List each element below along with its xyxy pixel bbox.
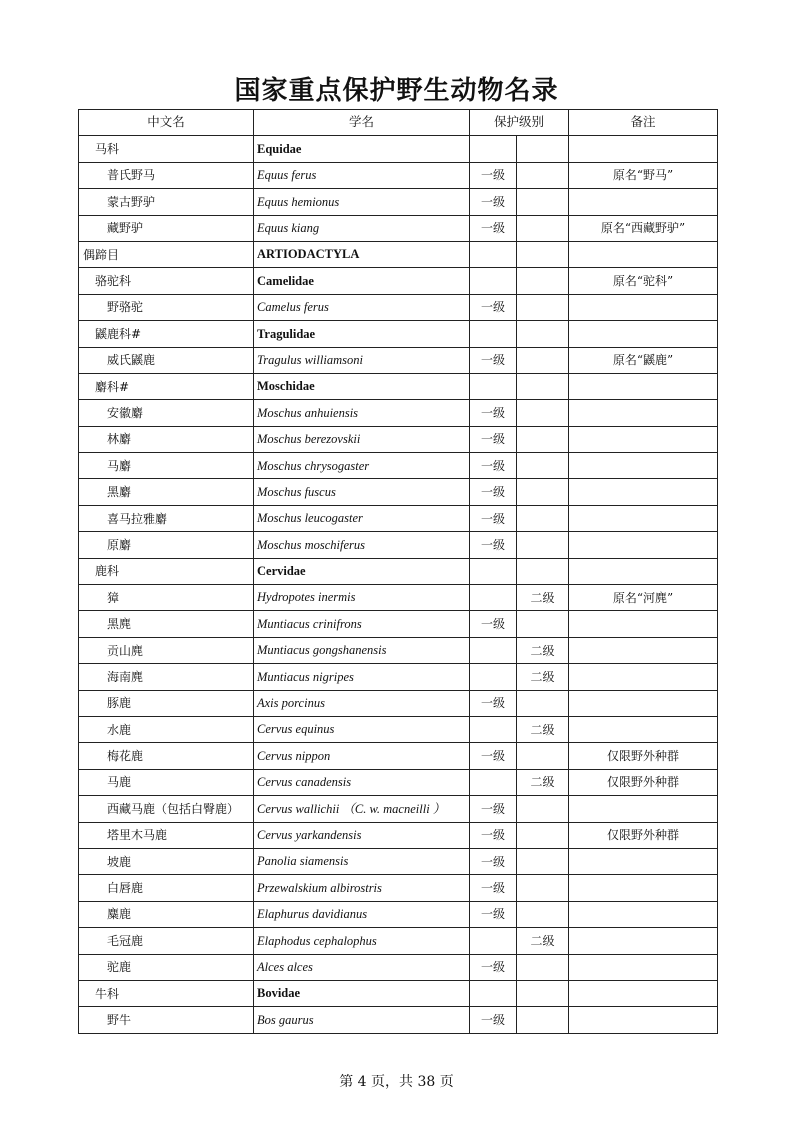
level-two-cell xyxy=(517,796,569,822)
level-two-cell xyxy=(517,321,569,347)
table-row xyxy=(79,690,718,716)
remark-cell xyxy=(569,241,718,267)
level-two-cell xyxy=(517,215,569,241)
remark-cell: 原名“西藏野驴” xyxy=(569,215,718,241)
level-two-cell xyxy=(517,241,569,267)
table-row xyxy=(79,875,718,901)
table-row xyxy=(79,928,718,954)
level-one-cell: 一级 xyxy=(470,532,517,558)
remark-cell xyxy=(569,848,718,874)
table-header-row xyxy=(79,110,718,136)
chinese-name-cell: 偶蹄目 xyxy=(79,241,254,267)
level-two-cell xyxy=(517,162,569,188)
scientific-name-cell: Muntiacus gongshanensis xyxy=(254,637,470,663)
level-two-cell xyxy=(517,189,569,215)
scientific-name-cell: Hydropotes inermis xyxy=(254,585,470,611)
chinese-name-cell: 塔里木马鹿 xyxy=(79,822,254,848)
remark-cell xyxy=(569,400,718,426)
table-row xyxy=(79,558,718,584)
table-row xyxy=(79,532,718,558)
level-one-cell: 一级 xyxy=(470,347,517,373)
table-row xyxy=(79,716,718,742)
chinese-name-cell: 梅花鹿 xyxy=(79,743,254,769)
remark-cell xyxy=(569,373,718,399)
scientific-name-cell: Equidae xyxy=(254,136,470,162)
level-two-cell xyxy=(517,848,569,874)
scientific-name-cell: Cervus yarkandensis xyxy=(254,822,470,848)
level-two-cell xyxy=(517,901,569,927)
chinese-name-cell: 蒙古野驴 xyxy=(79,189,254,215)
level-two-cell xyxy=(517,426,569,452)
table-row xyxy=(79,980,718,1006)
level-one-cell: 一级 xyxy=(470,294,517,320)
chinese-name-cell: 牛科 xyxy=(79,980,254,1006)
chinese-name-cell: 马麝 xyxy=(79,453,254,479)
scientific-name-cell: Moschus moschiferus xyxy=(254,532,470,558)
table-row xyxy=(79,769,718,795)
chinese-name-cell: 鼷鹿科# xyxy=(79,321,254,347)
scientific-name-cell: Equus kiang xyxy=(254,215,470,241)
remark-cell: 仅限野外种群 xyxy=(569,743,718,769)
level-two-cell xyxy=(517,400,569,426)
table-row xyxy=(79,822,718,848)
scientific-name-cell: Tragulus williamsoni xyxy=(254,347,470,373)
chinese-name-cell: 威氏鼷鹿 xyxy=(79,347,254,373)
chinese-name-cell: 白唇鹿 xyxy=(79,875,254,901)
level-two-cell xyxy=(517,268,569,294)
table-row xyxy=(79,664,718,690)
remark-cell xyxy=(569,928,718,954)
chinese-name-cell: 藏野驴 xyxy=(79,215,254,241)
table-row xyxy=(79,637,718,663)
header-remarks: 备注 xyxy=(569,110,718,136)
scientific-name-cell: Tragulidae xyxy=(254,321,470,347)
level-two-cell: 二级 xyxy=(517,928,569,954)
chinese-name-cell: 麋鹿 xyxy=(79,901,254,927)
remark-cell xyxy=(569,189,718,215)
table-row xyxy=(79,400,718,426)
scientific-name-cell: Bos gaurus xyxy=(254,1007,470,1033)
chinese-name-cell: 獐 xyxy=(79,585,254,611)
chinese-name-cell: 豚鹿 xyxy=(79,690,254,716)
level-one-cell: 一级 xyxy=(470,848,517,874)
level-one-cell: 一级 xyxy=(470,215,517,241)
level-two-cell xyxy=(517,558,569,584)
remark-cell xyxy=(569,453,718,479)
level-one-cell: 一级 xyxy=(470,426,517,452)
level-one-cell xyxy=(470,980,517,1006)
scientific-name-cell: Equus hemionus xyxy=(254,189,470,215)
table-row xyxy=(79,901,718,927)
table-row xyxy=(79,189,718,215)
level-two-cell xyxy=(517,875,569,901)
level-two-cell: 二级 xyxy=(517,664,569,690)
scientific-name-cell: Muntiacus nigripes xyxy=(254,664,470,690)
remark-cell xyxy=(569,426,718,452)
level-one-cell xyxy=(470,241,517,267)
remark-cell xyxy=(569,875,718,901)
level-two-cell xyxy=(517,690,569,716)
table-body xyxy=(79,136,718,1033)
chinese-name-cell: 黑麝 xyxy=(79,479,254,505)
remark-cell xyxy=(569,294,718,320)
scientific-name-cell: Equus ferus xyxy=(254,162,470,188)
level-one-cell: 一级 xyxy=(470,505,517,531)
scientific-name-cell: Elaphodus cephalophus xyxy=(254,928,470,954)
chinese-name-cell: 海南麂 xyxy=(79,664,254,690)
level-one-cell xyxy=(470,136,517,162)
level-one-cell: 一级 xyxy=(470,743,517,769)
remark-cell xyxy=(569,558,718,584)
remark-cell xyxy=(569,980,718,1006)
remark-cell xyxy=(569,954,718,980)
level-two-cell xyxy=(517,743,569,769)
level-one-cell xyxy=(470,373,517,399)
remark-cell xyxy=(569,321,718,347)
level-one-cell: 一级 xyxy=(470,611,517,637)
scientific-name-cell: Muntiacus crinifrons xyxy=(254,611,470,637)
level-one-cell: 一级 xyxy=(470,796,517,822)
remark-cell xyxy=(569,505,718,531)
scientific-name-cell: Moschus anhuiensis xyxy=(254,400,470,426)
level-one-cell: 一级 xyxy=(470,822,517,848)
level-two-cell xyxy=(517,980,569,1006)
scientific-name-cell: Elaphurus davidianus xyxy=(254,901,470,927)
level-one-cell: 一级 xyxy=(470,1007,517,1033)
chinese-name-cell: 普氏野马 xyxy=(79,162,254,188)
remark-cell: 原名“河麂” xyxy=(569,585,718,611)
table-row xyxy=(79,479,718,505)
level-one-cell xyxy=(470,321,517,347)
level-two-cell xyxy=(517,136,569,162)
page-title: 国家重点保护野生动物名录 xyxy=(234,76,559,106)
level-one-cell: 一级 xyxy=(470,453,517,479)
level-two-cell xyxy=(517,954,569,980)
remark-cell xyxy=(569,637,718,663)
scientific-name-cell: Moschidae xyxy=(254,373,470,399)
chinese-name-cell: 毛冠鹿 xyxy=(79,928,254,954)
scientific-name-cell: Cervus canadensis xyxy=(254,769,470,795)
remark-cell xyxy=(569,611,718,637)
scientific-name-cell: Bovidae xyxy=(254,980,470,1006)
level-one-cell: 一级 xyxy=(470,690,517,716)
table-row xyxy=(79,294,718,320)
level-one-cell xyxy=(470,585,517,611)
scientific-name-cell: ARTIODACTYLA xyxy=(254,241,470,267)
level-two-cell xyxy=(517,505,569,531)
chinese-name-cell: 林麝 xyxy=(79,426,254,452)
level-two-cell: 二级 xyxy=(517,585,569,611)
scientific-name-cell: Camelidae xyxy=(254,268,470,294)
level-one-cell: 一级 xyxy=(470,954,517,980)
table-row xyxy=(79,373,718,399)
level-two-cell xyxy=(517,611,569,637)
level-one-cell: 一级 xyxy=(470,189,517,215)
chinese-name-cell: 坡鹿 xyxy=(79,848,254,874)
level-two-cell xyxy=(517,532,569,558)
scientific-name-cell: Cervidae xyxy=(254,558,470,584)
chinese-name-cell: 喜马拉雅麝 xyxy=(79,505,254,531)
table-row xyxy=(79,162,718,188)
chinese-name-cell: 水鹿 xyxy=(79,716,254,742)
table-row xyxy=(79,585,718,611)
chinese-name-cell: 黑麂 xyxy=(79,611,254,637)
table-row xyxy=(79,241,718,267)
level-one-cell xyxy=(470,928,517,954)
level-one-cell xyxy=(470,664,517,690)
remark-cell: 原名“野马” xyxy=(569,162,718,188)
scientific-name-cell: Axis porcinus xyxy=(254,690,470,716)
remark-cell: 原名“鼷鹿” xyxy=(569,347,718,373)
species-table xyxy=(78,109,718,1034)
chinese-name-cell: 安徽麝 xyxy=(79,400,254,426)
remark-cell: 原名“驼科” xyxy=(569,268,718,294)
chinese-name-cell: 贡山麂 xyxy=(79,637,254,663)
scientific-name-cell: Przewalskium albirostris xyxy=(254,875,470,901)
table-row xyxy=(79,611,718,637)
remark-cell xyxy=(569,1007,718,1033)
remark-cell xyxy=(569,136,718,162)
scientific-name-cell: Camelus ferus xyxy=(254,294,470,320)
table-row xyxy=(79,954,718,980)
level-two-cell xyxy=(517,347,569,373)
table-row xyxy=(79,136,718,162)
remark-cell xyxy=(569,716,718,742)
scientific-name-cell: Moschus chrysogaster xyxy=(254,453,470,479)
level-one-cell: 一级 xyxy=(470,400,517,426)
table-row xyxy=(79,743,718,769)
chinese-name-cell: 西藏马鹿（包括白臀鹿） xyxy=(79,796,254,822)
level-one-cell: 一级 xyxy=(470,901,517,927)
level-two-cell xyxy=(517,822,569,848)
remark-cell xyxy=(569,532,718,558)
remark-cell: 仅限野外种群 xyxy=(569,769,718,795)
chinese-name-cell: 野骆驼 xyxy=(79,294,254,320)
chinese-name-cell: 马科 xyxy=(79,136,254,162)
level-one-cell: 一级 xyxy=(470,875,517,901)
remark-cell xyxy=(569,901,718,927)
level-one-cell: 一级 xyxy=(470,162,517,188)
level-one-cell xyxy=(470,268,517,294)
chinese-name-cell: 马鹿 xyxy=(79,769,254,795)
chinese-name-cell: 麝科# xyxy=(79,373,254,399)
table-row xyxy=(79,215,718,241)
remark-cell xyxy=(569,690,718,716)
level-two-cell xyxy=(517,1007,569,1033)
level-two-cell xyxy=(517,373,569,399)
header-chinese-name: 中文名 xyxy=(79,110,254,136)
table-row xyxy=(79,848,718,874)
remark-cell xyxy=(569,664,718,690)
level-two-cell xyxy=(517,294,569,320)
page-footer: 第 4 页，共 38 页 xyxy=(339,1074,454,1090)
scientific-name-cell: Cervus equinus xyxy=(254,716,470,742)
remark-cell xyxy=(569,796,718,822)
level-two-cell xyxy=(517,479,569,505)
scientific-name-cell: Moschus leucogaster xyxy=(254,505,470,531)
chinese-name-cell: 骆驼科 xyxy=(79,268,254,294)
chinese-name-cell: 原麝 xyxy=(79,532,254,558)
table-row xyxy=(79,347,718,373)
scientific-name-cell: Moschus fuscus xyxy=(254,479,470,505)
table-row xyxy=(79,453,718,479)
table-row xyxy=(79,426,718,452)
table-row xyxy=(79,505,718,531)
level-one-cell xyxy=(470,716,517,742)
level-one-cell xyxy=(470,637,517,663)
level-two-cell xyxy=(517,453,569,479)
table-row xyxy=(79,1007,718,1033)
header-scientific-name: 学名 xyxy=(254,110,470,136)
chinese-name-cell: 驼鹿 xyxy=(79,954,254,980)
remark-cell xyxy=(569,479,718,505)
scientific-name-cell: Cervus wallichii （C. w. macneilli ） xyxy=(254,796,470,822)
scientific-name-cell: Moschus berezovskii xyxy=(254,426,470,452)
chinese-name-cell: 鹿科 xyxy=(79,558,254,584)
scientific-name-cell: Cervus nippon xyxy=(254,743,470,769)
chinese-name-cell: 野牛 xyxy=(79,1007,254,1033)
remark-cell: 仅限野外种群 xyxy=(569,822,718,848)
scientific-name-cell: Panolia siamensis xyxy=(254,848,470,874)
scientific-name-cell: Alces alces xyxy=(254,954,470,980)
level-two-cell: 二级 xyxy=(517,769,569,795)
table-row xyxy=(79,796,718,822)
level-two-cell: 二级 xyxy=(517,637,569,663)
level-one-cell xyxy=(470,558,517,584)
level-one-cell: 一级 xyxy=(470,479,517,505)
level-two-cell: 二级 xyxy=(517,716,569,742)
level-one-cell xyxy=(470,769,517,795)
table-row xyxy=(79,268,718,294)
table-row xyxy=(79,321,718,347)
header-protection-level: 保护级别 xyxy=(470,110,569,136)
